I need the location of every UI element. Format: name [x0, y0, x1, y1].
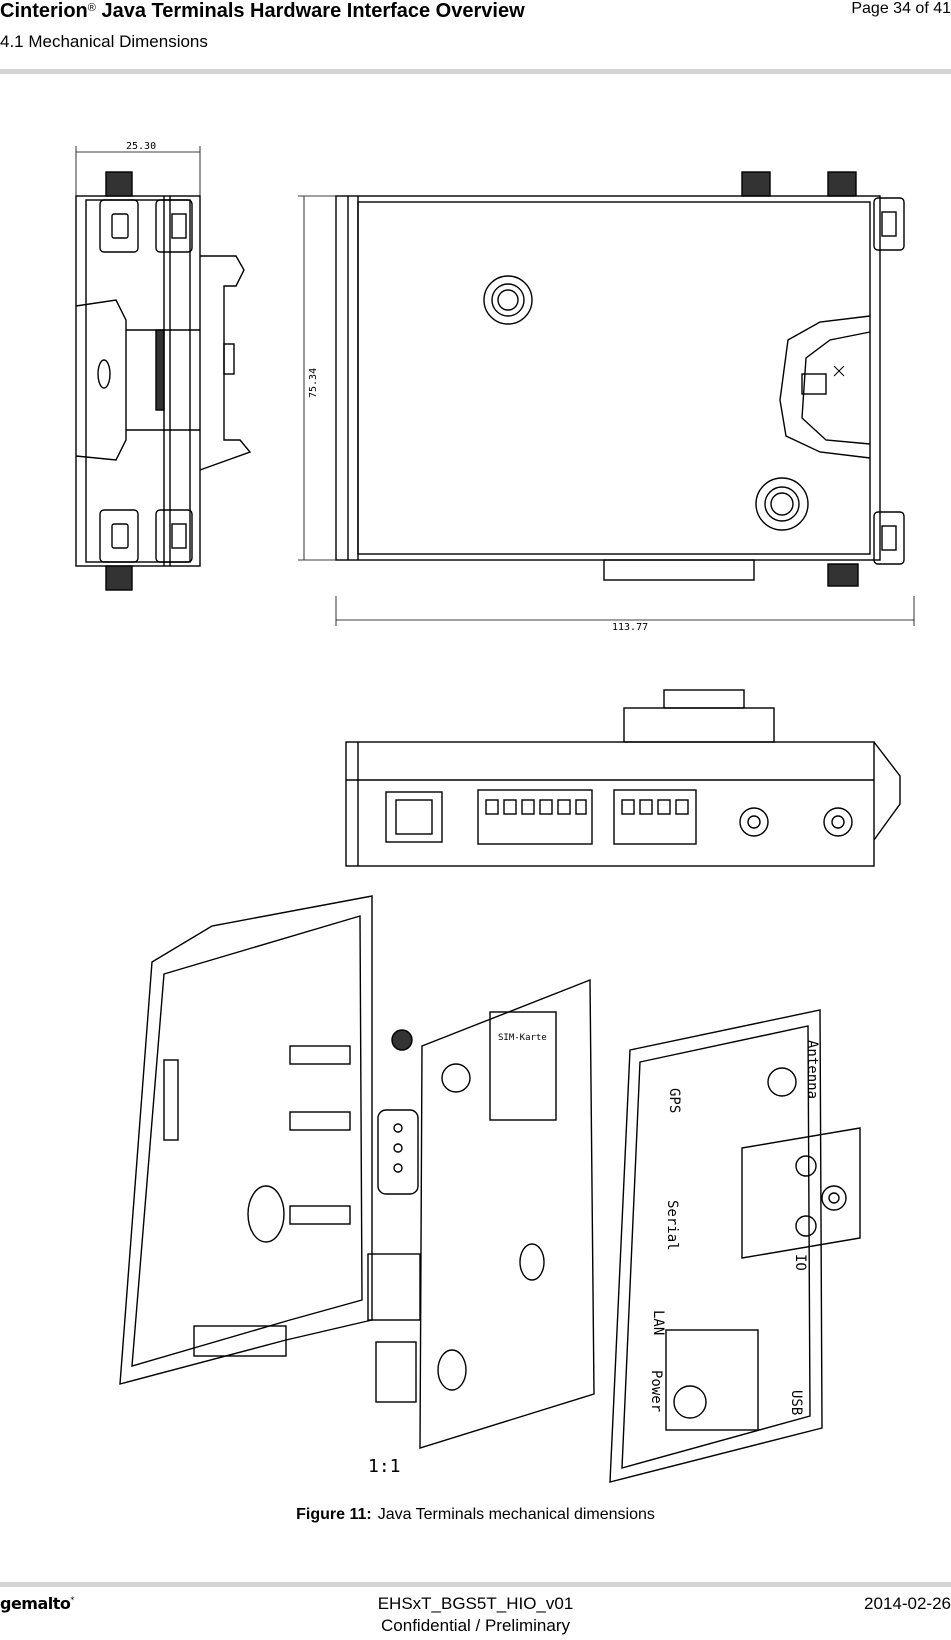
document-id: EHSxT_BGS5T_HIO_v01 — [377, 1594, 574, 1613]
document-title: Cinterion® Java Terminals Hardware Interface Overview — [0, 0, 525, 22]
scale-label: 1:1 — [368, 1456, 401, 1477]
front-view — [346, 690, 900, 866]
label-gps: GPS — [666, 1088, 682, 1114]
label-serial: Serial — [664, 1200, 680, 1251]
label-antenna: Antenna — [804, 1040, 820, 1100]
terminal-block-serial — [486, 800, 586, 814]
dimension-height: 75.34 — [308, 367, 319, 398]
top-view — [298, 172, 914, 633]
exploded-view — [120, 896, 860, 1482]
label-usb: USB — [788, 1390, 804, 1416]
label-power: Power — [648, 1370, 664, 1413]
document-date: 2014-02-26 — [864, 1594, 951, 1613]
page-number: Page 34 of 41 — [851, 0, 951, 17]
section-title: 4.1 Mechanical Dimensions — [0, 32, 208, 51]
confidentiality-note: Confidential / Preliminary — [381, 1616, 570, 1635]
label-io: IO — [792, 1254, 808, 1271]
terminal-block-power — [622, 800, 688, 814]
gemalto-logo: gemalto* — [0, 1594, 74, 1613]
dimension-width-side: 25.30 — [126, 141, 157, 152]
label-lan: LAN — [650, 1310, 666, 1336]
label-sim: SIM-Karte — [498, 1033, 547, 1043]
footer-divider — [0, 1582, 951, 1587]
side-view — [76, 141, 250, 590]
figure-caption: Figure 11: Java Terminals mechanical dimensions — [296, 1506, 655, 1523]
dimension-length: 113.77 — [612, 622, 649, 633]
